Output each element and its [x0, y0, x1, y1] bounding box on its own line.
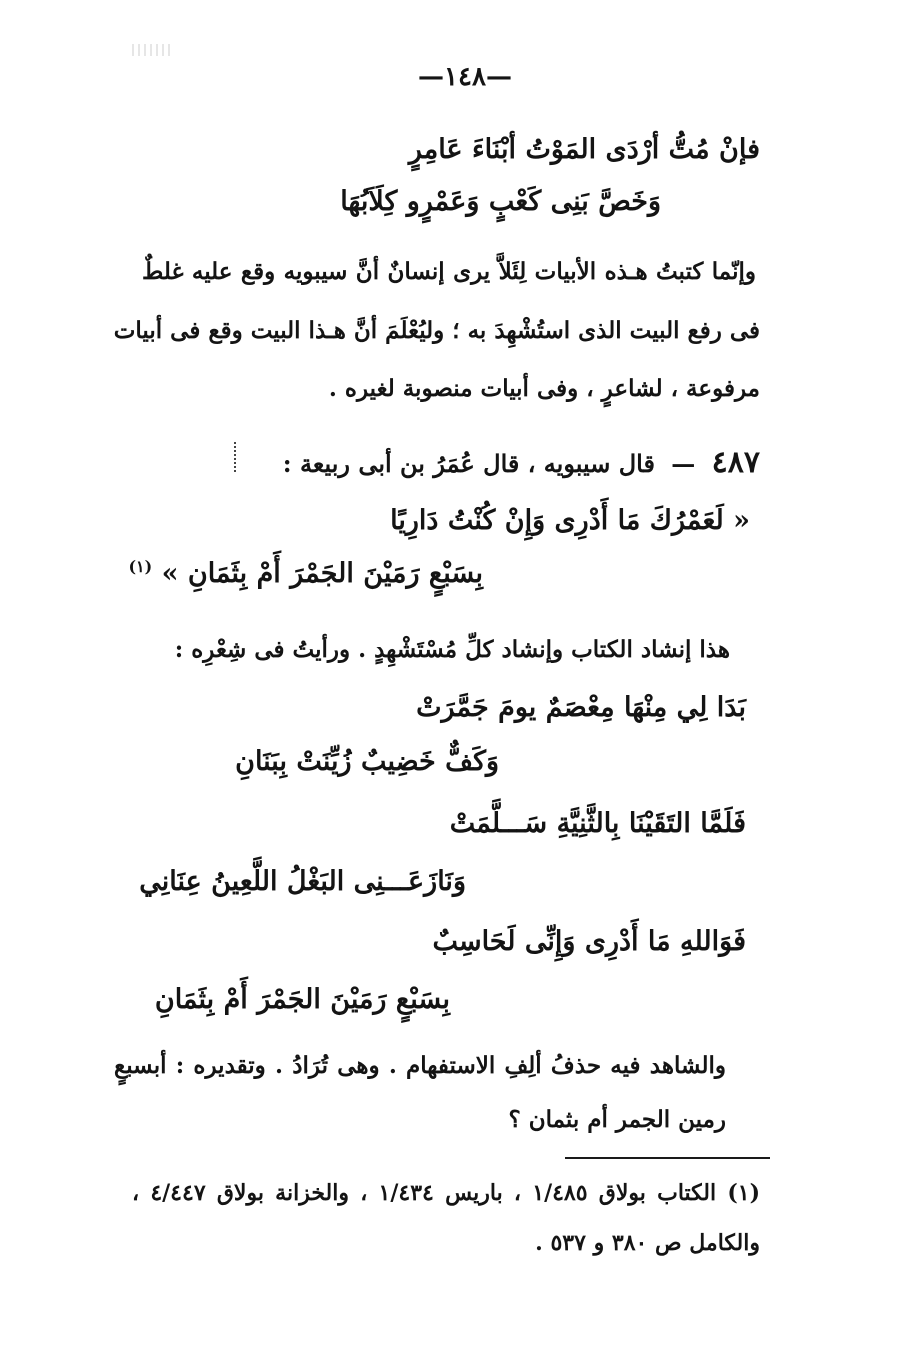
paragraph-3-line-1: والشاهد فيه حذفُ ألِفِ الاستفهام . وهى تُرَادُ . وتقديره : أبسبعٍ	[114, 1052, 726, 1079]
entry-487-heading	[283, 445, 760, 480]
poem-line-6: بِسَبْعٍ رَمَيْنَ الجَمْرَ أَمْ بِثَمَانِ	[154, 984, 450, 1015]
footnote-line-1: (١) الكتاب بولاق ١/٤٨٥ ، باريس ١/٤٣٤ ، والخزانة بولاق ٤/٤٤٧ ،	[132, 1180, 761, 1206]
entry-number: ٤٨٧	[711, 445, 760, 480]
footnote-marker: (١)	[128, 557, 153, 576]
verse-1-first-hemistich: فإنْ مُتُّ أرْدَى المَوْتُ أبْنَاءَ عَامِرٍ	[408, 134, 760, 165]
verse-1-second-hemistich: وَخَصَّ بَنِى كَعْبٍ وَعَمْرٍو كِلَاَبُهَا	[340, 186, 661, 217]
paragraph-3-line-2: رمين الجمر أم بثمان ؟	[508, 1106, 726, 1133]
paragraph-2: هذا إنشاد الكتاب وإنشاد كلِّ مُسْتَشْهِدٍ . ورأيتُ فى شِعْرِه :	[174, 636, 730, 663]
footnote-line-2: والكامل ص ٣٨٠ و ٥٣٧ .	[535, 1230, 760, 1256]
poem-line-2: وَكَفٌّ خَضِيبٌ زُيِّنَتْ بِبَنَانِ	[235, 746, 499, 777]
margin-mark	[234, 442, 239, 472]
poem-line-4: وَنَازَعَـــنِى البَغْلُ اللَّعِينُ عِنَانِي	[139, 866, 466, 897]
footnote-separator	[565, 1157, 770, 1159]
paragraph-1-line-1: وإنّما كتبتُ هـذه الأبيات لِئَلاَّ يرى إنسانٌ أنَّ سيبويه وقع عليه غلطٌ	[142, 258, 756, 285]
entry-dash: —	[671, 449, 696, 478]
paragraph-1-line-2: فى رفع البيت الذى استُشْهِدَ به ؛ وليُعْلَمَ أنَّ هـذا البيت وقع فى أبيات	[113, 317, 760, 344]
entry-intro: قال سيبويه ، قال عُمَرُ بن أبى ربيعة :	[282, 449, 655, 478]
verse-2-second-hemistich	[128, 557, 483, 589]
scan-speck	[132, 44, 172, 56]
paragraph-1-line-3: مرفوعة ، لشاعرٍ ، وفى أبيات منصوبة لغيره .	[328, 375, 760, 402]
verse-2-text: بِسَبْعٍ رَمَيْنَ الجَمْرَ أَمْ بِثَمَانِ »	[161, 558, 483, 589]
poem-line-3: فَلَمَّا التَقَيْنَا بِالثَّنِيَّةِ سَـــلَّمَتْ	[449, 808, 746, 839]
page-number: —١٤٨—	[418, 62, 512, 92]
poem-line-1: بَدَا لِي مِنْهَا مِعْصَمٌ يومَ جَمَّرَتْ	[416, 692, 746, 723]
verse-2-first-hemistich: « لَعَمْرُكَ مَا أَدْرِى وَإِنْ كُنْتُ دَارِيًا	[390, 505, 750, 536]
poem-line-5: فَوَاللهِ مَا أَدْرِى وَإِنِّى لَحَاسِبٌ	[432, 926, 746, 957]
